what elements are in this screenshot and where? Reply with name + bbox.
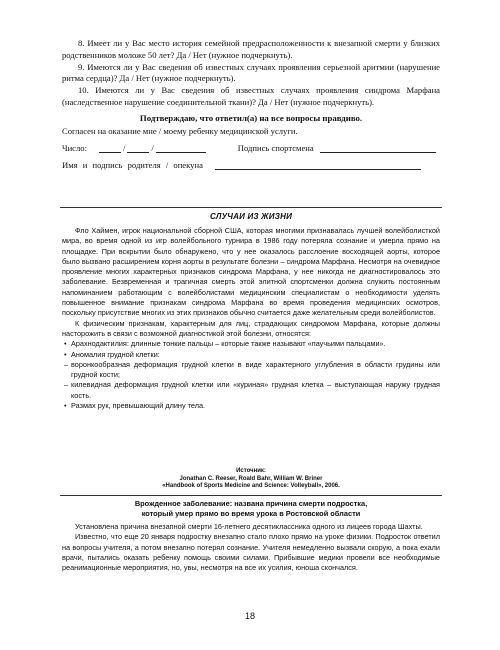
list-item: • Аномалия грудной клетки: <box>62 350 440 360</box>
questionnaire <box>62 38 440 170</box>
article-text <box>62 522 440 573</box>
article-title-line: Врожденное заболевание: названа причина смерти подростка, <box>134 499 368 508</box>
article-paragraph: Установлена причина внезапной смерти 16-летнего десятиклассника одного из лицеев города Шахты. <box>75 522 423 531</box>
sources-book: «Handbook of Sports Medicine and Science: Volleyball», 2006. <box>162 483 340 490</box>
symptom-list <box>62 339 440 411</box>
date-separator: / <box>151 142 154 153</box>
page-number: 18 <box>244 611 255 621</box>
confirmation-statement: Подтверждаю, что ответил(а) на все вопросы правдиво. <box>139 112 363 123</box>
guardian-label: Имя и подпись родителя / опекуна <box>62 159 203 170</box>
guardian-row <box>62 158 440 170</box>
consent-statement: Согласен на оказание мне / моему ребенку медицинской услуги. <box>62 125 298 136</box>
date-year-field[interactable] <box>156 143 206 153</box>
list-item: – килевидная деформация грудной клетки или «куриная» грудная клетка – выступающая наружу грудная кость. <box>62 380 440 401</box>
sources-label: Источник: <box>236 468 266 474</box>
sources <box>62 468 440 491</box>
list-item: • Размах рук, превышающий длину тела. <box>62 401 440 411</box>
section-rule-top <box>60 207 442 208</box>
question-10: 10. Имеются ли у Вас сведения об известных случаях проявления синдрома Марфана (наследственное нарушение соединительной ткани)? Да / Нет (нужное подчеркнуть). <box>62 85 440 107</box>
section-rule-bottom <box>60 495 442 496</box>
guardian-signature-field[interactable] <box>215 160 421 170</box>
date-signature-row <box>62 141 440 153</box>
article-paragraph: Известно, что еще 20 января подростку внезапно стало плохо прямо на уроке физики. Подросток ответил на вопросы учителя, а потом внезапно потерял сознание. Учителя немедленно вызвали скорую, а пока ехали врачи, пытались оказать ребенку помощь своими силами. Прибывшие медики провели все необходимые реанимационные мероприятия, но, увы, несмотря на все их усилия, юноша скончался. <box>62 532 440 573</box>
list-item: – воронкообразная деформация грудной клетки в виде характерного углубления в области грудины или грудной кости; <box>62 360 440 381</box>
section-title: СЛУЧАИ ИЗ ЖИЗНИ <box>209 212 293 221</box>
question-9: 9. Имеются ли у Вас сведения об известных случаях проявления серьезной аритмии (нарушение ритма сердца)? Да / Нет (нужное подчеркнуть). <box>62 61 440 84</box>
article-title <box>62 499 440 519</box>
date-month-field[interactable] <box>127 143 149 153</box>
question-8: 8. Имеет ли у Вас место история семейной предрасположенности к внезапной смерти у близких родственников моложе 50 лет? Да / Нет (нужное подчеркнуть). <box>62 38 440 60</box>
athlete-signature-field[interactable] <box>320 143 436 153</box>
list-item: • Арахнодактилия: длинные тонкие пальцы – которые также называют «паучьими пальцами». <box>62 339 440 349</box>
date-separator: / <box>122 142 126 153</box>
date-label: Число: <box>62 142 87 153</box>
sources-authors: Jonathan C. Reeser, Roald Bahr, William W. Briner <box>179 475 323 482</box>
story-text <box>62 226 440 411</box>
athlete-signature-label: Подпись спортсмена <box>237 142 314 153</box>
date-day-field[interactable] <box>99 143 121 153</box>
article-title-line: который умер прямо во время урока в Ростовской области <box>141 509 361 518</box>
story-paragraph: Фло Хаймен, игрок национальной сборной США, которая многими признавалась лучшей волейболисткой мира, во время одной из игр волейбольного турнира в 1986 году потеряла сознание и умерла прямо на площадке. При вскрытии было обнаружено, что у нее оказалось расслоение восходящей аорты, которое было вызвано расширением корня аорты в результате болезни – синдрома Марфана. Несмотря на очевидное проявление многих характерных признаков синдрома Марфана, у нее никогда не диагностировалось это заболевание. Безвременная и трагичная смерть этой элитной спортсменки должна служить постоянным напоминанием работающим с волейболистами медицинским специалистам о необходимости уделять повышенное внимание признакам синдрома Марфана во время проведения медицинских осмотров, поскольку присутствие многих из этих признаков обычно считается даже желательным среди волейболистов. <box>62 226 440 318</box>
story-paragraph: К физическим признакам, характерным для лиц, страдающих синдромом Марфана, которые должны насторожить в связи с возможной диагностикой этой болезни, относятся: <box>62 318 440 338</box>
